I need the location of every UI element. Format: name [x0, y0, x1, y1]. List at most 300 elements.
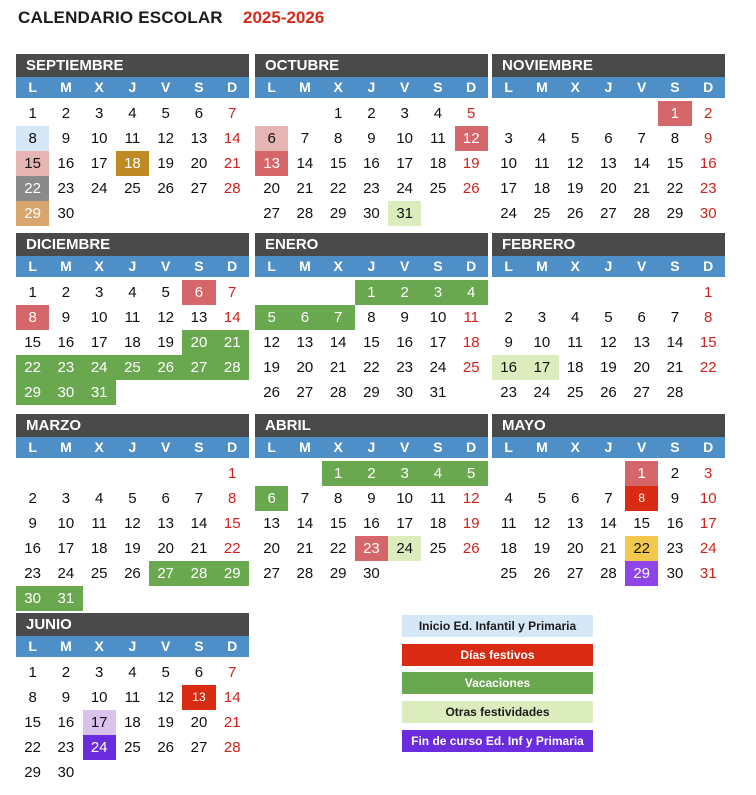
day-cell: 23: [49, 355, 82, 380]
day-cell: 31: [83, 380, 116, 405]
day-cell: 15: [329, 155, 347, 172]
day-cell: 13: [633, 334, 651, 351]
day-cell: 26: [462, 540, 480, 557]
day-grid: [255, 461, 488, 586]
weekday-label: J: [128, 258, 137, 274]
day-cell: 6: [255, 126, 288, 151]
day-cell: 5: [161, 105, 170, 122]
empty-cell: [255, 280, 288, 305]
day-cell: 2: [355, 461, 388, 486]
empty-cell: [288, 280, 321, 305]
weekday-label: X: [94, 638, 104, 654]
day-cell: 17: [90, 155, 108, 172]
day-cell: 8: [333, 490, 343, 507]
empty-cell: [525, 461, 558, 486]
day-cell: 26: [157, 180, 175, 197]
empty-cell: [559, 101, 592, 126]
day-cell: 5: [161, 664, 170, 681]
empty-cell: [492, 280, 525, 305]
day-cell: 22: [16, 176, 49, 201]
day-cell: 4: [128, 284, 137, 301]
day-cell: 1: [28, 105, 37, 122]
day-cell: 4: [570, 309, 580, 326]
day-cell: 26: [263, 384, 280, 401]
day-cell: 6: [637, 309, 646, 326]
day-cell: 14: [633, 155, 651, 172]
day-cell: 29: [16, 201, 49, 226]
weekday-label: L: [504, 439, 513, 455]
day-grid: [255, 101, 488, 226]
day-cell: 16: [363, 515, 380, 532]
day-cell: 23: [24, 565, 41, 582]
day-cell: 17: [396, 155, 414, 172]
day-cell: 9: [28, 515, 37, 532]
day-cell: 27: [600, 205, 617, 222]
empty-cell: [322, 280, 355, 305]
day-cell: 12: [157, 689, 175, 706]
month-name: SEPTIEMBRE: [16, 54, 249, 77]
day-cell: 24: [396, 180, 414, 197]
weekday-label: V: [637, 79, 647, 95]
day-cell: 2: [367, 105, 376, 122]
day-cell: 29: [329, 565, 347, 582]
day-cell: 8: [16, 126, 49, 151]
day-cell: 20: [182, 330, 215, 355]
day-cell: 14: [296, 515, 314, 532]
day-cell: 15: [363, 334, 380, 351]
weekday-label: X: [333, 258, 343, 274]
day-cell: 11: [430, 130, 446, 147]
day-cell: 7: [228, 664, 237, 681]
weekday-label: D: [703, 79, 714, 95]
day-cell: 21: [329, 359, 347, 376]
day-cell: 23: [57, 739, 75, 756]
weekday-label: J: [367, 79, 376, 95]
day-cell: 9: [367, 130, 376, 147]
day-cell: 17: [525, 355, 558, 380]
day-cell: 30: [16, 586, 49, 611]
day-cell: 10: [90, 689, 108, 706]
weekday-label: D: [466, 79, 477, 95]
day-cell: 26: [533, 565, 551, 582]
day-cell: 7: [228, 105, 237, 122]
day-cell: 1: [658, 101, 691, 126]
day-cell: 29: [24, 764, 41, 781]
day-cell: 25: [533, 205, 551, 222]
day-cell: 13: [600, 155, 617, 172]
day-cell: 7: [637, 130, 646, 147]
day-cell: 28: [600, 565, 617, 582]
month-name: ABRIL: [255, 414, 488, 437]
day-cell: 16: [699, 155, 717, 172]
weekday-label: L: [267, 439, 276, 455]
day-cell: 5: [128, 490, 137, 507]
day-cell: 15: [223, 515, 241, 532]
day-cell: 14: [223, 130, 241, 147]
day-cell: 27: [566, 565, 584, 582]
day-cell: 9: [504, 334, 513, 351]
day-cell: 24: [429, 359, 447, 376]
day-cell: 30: [666, 565, 684, 582]
day-cell: 20: [566, 540, 584, 557]
day-cell: 16: [57, 714, 75, 731]
weekday-label: M: [60, 79, 72, 95]
day-cell: 10: [533, 334, 551, 351]
weekday-header: [255, 77, 488, 98]
day-cell: 8: [367, 309, 376, 326]
day-cell: 12: [157, 309, 175, 326]
day-cell: 29: [363, 384, 380, 401]
weekday-label: D: [466, 258, 477, 274]
day-cell: 23: [57, 180, 75, 197]
day-cell: 4: [128, 664, 137, 681]
day-cell: 20: [190, 155, 208, 172]
day-cell: 13: [255, 151, 288, 176]
day-cell: 30: [363, 565, 380, 582]
day-cell: 7: [300, 490, 310, 507]
day-cell: 6: [604, 130, 613, 147]
day-cell: 12: [124, 515, 141, 532]
month-name: NOVIEMBRE: [492, 54, 725, 77]
day-cell: 2: [28, 490, 37, 507]
weekday-label: D: [227, 638, 238, 654]
day-grid: [16, 280, 249, 405]
day-cell: 21: [296, 540, 314, 557]
month-marzo: [16, 414, 249, 611]
weekday-label: L: [28, 79, 37, 95]
day-cell: 14: [223, 689, 241, 706]
weekday-label: J: [128, 638, 137, 654]
weekday-header: [16, 77, 249, 98]
weekday-label: S: [194, 258, 204, 274]
day-cell: 24: [83, 355, 116, 380]
day-cell: 11: [430, 490, 446, 507]
day-cell: 18: [116, 151, 149, 176]
weekday-label: L: [504, 258, 513, 274]
day-cell: 7: [604, 490, 613, 507]
day-cell: 22: [699, 359, 717, 376]
day-cell: 24: [83, 735, 116, 760]
day-cell: 3: [400, 105, 409, 122]
day-cell: 30: [57, 764, 75, 781]
day-cell: 4: [504, 490, 513, 507]
day-cell: 26: [157, 739, 175, 756]
day-cell: 22: [666, 180, 684, 197]
weekday-label: V: [161, 258, 171, 274]
day-cell: 26: [124, 565, 141, 582]
day-cell: 26: [566, 205, 584, 222]
day-cell: 5: [467, 105, 476, 122]
day-cell: 16: [396, 334, 414, 351]
weekday-label: X: [94, 258, 104, 274]
day-cell: 10: [699, 490, 717, 507]
day-cell: 29: [16, 380, 49, 405]
day-cell: 27: [263, 205, 280, 222]
weekday-header: [255, 256, 488, 277]
day-cell: 5: [537, 490, 547, 507]
day-cell: 13: [157, 515, 175, 532]
day-cell: 9: [704, 130, 713, 147]
legend-item: Otras festividades: [402, 701, 593, 723]
weekday-label: D: [703, 439, 714, 455]
day-grid: [492, 280, 725, 405]
day-cell: 11: [124, 309, 141, 326]
day-cell: 1: [355, 280, 388, 305]
empty-cell: [525, 280, 558, 305]
day-cell: 5: [570, 130, 580, 147]
day-cell: 16: [492, 355, 525, 380]
weekday-label: S: [433, 258, 443, 274]
day-cell: 19: [263, 359, 280, 376]
weekday-label: X: [570, 439, 580, 455]
day-cell: 19: [533, 540, 551, 557]
day-cell: 22: [329, 180, 347, 197]
weekday-label: V: [400, 439, 410, 455]
day-cell: 17: [90, 334, 108, 351]
day-cell: 15: [24, 334, 41, 351]
weekday-label: X: [570, 79, 580, 95]
day-cell: 6: [570, 490, 580, 507]
calendar-title: CALENDARIO ESCOLAR: [18, 8, 223, 27]
day-cell: 1: [333, 105, 343, 122]
empty-cell: [559, 280, 592, 305]
day-cell: 25: [90, 565, 108, 582]
day-cell: 3: [504, 130, 513, 147]
day-cell: 4: [128, 105, 137, 122]
weekday-label: S: [670, 79, 680, 95]
month-name: JUNIO: [16, 613, 249, 636]
day-cell: 2: [504, 309, 513, 326]
weekday-label: J: [128, 79, 137, 95]
weekday-label: X: [94, 79, 104, 95]
day-cell: 10: [396, 130, 414, 147]
day-cell: 8: [228, 490, 237, 507]
day-cell: 27: [190, 180, 208, 197]
day-cell: 28: [296, 205, 314, 222]
day-cell: 22: [16, 355, 49, 380]
weekday-label: D: [703, 258, 714, 274]
weekday-label: V: [637, 258, 647, 274]
day-cell: 17: [500, 180, 517, 197]
day-cell: 25: [566, 384, 584, 401]
weekday-label: L: [267, 258, 276, 274]
day-cell: 1: [704, 284, 713, 301]
weekday-label: M: [299, 439, 311, 455]
weekday-label: M: [299, 258, 311, 274]
day-cell: 20: [633, 359, 651, 376]
day-cell: 30: [57, 205, 75, 222]
month-name: ENERO: [255, 233, 488, 256]
day-cell: 18: [566, 359, 584, 376]
legend-item: Fin de curso Ed. Inf y Primaria: [402, 730, 593, 752]
day-cell: 18: [429, 155, 447, 172]
weekday-label: X: [94, 439, 104, 455]
day-cell: 1: [228, 465, 237, 482]
day-cell: 23: [355, 536, 388, 561]
weekday-label: L: [28, 439, 37, 455]
day-cell: 8: [625, 486, 658, 511]
weekday-label: S: [194, 79, 204, 95]
day-cell: 8: [28, 689, 37, 706]
weekday-label: V: [637, 439, 647, 455]
weekday-label: V: [161, 79, 171, 95]
day-cell: 10: [396, 490, 414, 507]
day-cell: 24: [533, 384, 551, 401]
month-enero: [255, 233, 488, 405]
day-cell: 30: [363, 205, 380, 222]
weekday-label: J: [604, 258, 613, 274]
day-cell: 3: [537, 309, 547, 326]
day-cell: 22: [329, 540, 347, 557]
day-cell: 21: [600, 540, 617, 557]
weekday-label: S: [433, 79, 443, 95]
day-cell: 25: [462, 359, 480, 376]
day-cell: 20: [296, 359, 314, 376]
day-cell: 15: [699, 334, 717, 351]
empty-cell: [625, 101, 658, 126]
weekday-label: D: [227, 79, 238, 95]
day-cell: 2: [388, 280, 421, 305]
day-cell: 25: [429, 180, 447, 197]
day-cell: 20: [190, 714, 208, 731]
day-cell: 24: [90, 180, 108, 197]
day-cell: 19: [157, 714, 175, 731]
month-name: FEBRERO: [492, 233, 725, 256]
weekday-label: L: [28, 638, 37, 654]
day-cell: 8: [670, 130, 680, 147]
month-mayo: [492, 414, 725, 586]
month-name: MAYO: [492, 414, 725, 437]
weekday-label: M: [60, 638, 72, 654]
day-cell: 21: [666, 359, 684, 376]
school-year: 2025-2026: [243, 8, 325, 27]
weekday-header: [16, 636, 249, 657]
day-cell: 17: [699, 515, 717, 532]
day-cell: 4: [421, 461, 454, 486]
weekday-label: S: [194, 439, 204, 455]
day-cell: 2: [61, 105, 71, 122]
day-cell: 20: [263, 180, 280, 197]
weekday-label: V: [400, 79, 410, 95]
weekday-label: M: [60, 258, 72, 274]
weekday-label: X: [333, 439, 343, 455]
day-cell: 28: [329, 384, 347, 401]
weekday-label: D: [227, 439, 238, 455]
day-cell: 10: [90, 309, 108, 326]
weekday-header: [16, 437, 249, 458]
day-cell: 31: [49, 586, 82, 611]
day-cell: 3: [421, 280, 454, 305]
weekday-label: M: [60, 439, 72, 455]
empty-cell: [49, 461, 82, 486]
legend-item: Días festivos: [402, 644, 593, 666]
day-cell: 7: [228, 284, 237, 301]
day-cell: 11: [463, 309, 480, 326]
day-cell: 7: [670, 309, 680, 326]
day-grid: [255, 280, 488, 405]
day-cell: 25: [429, 540, 447, 557]
day-cell: 15: [329, 515, 347, 532]
day-cell: 13: [263, 515, 280, 532]
month-septiembre: [16, 54, 249, 226]
day-cell: 19: [157, 155, 175, 172]
day-cell: 21: [190, 540, 208, 557]
day-cell: 9: [367, 490, 376, 507]
day-cell: 6: [161, 490, 170, 507]
day-cell: 12: [566, 155, 584, 172]
empty-cell: [255, 461, 288, 486]
day-cell: 4: [433, 105, 443, 122]
day-cell: 5: [255, 305, 288, 330]
day-cell: 13: [190, 309, 208, 326]
day-cell: 3: [61, 490, 71, 507]
day-cell: 17: [396, 515, 414, 532]
day-cell: 7: [322, 305, 355, 330]
day-cell: 12: [263, 334, 280, 351]
day-cell: 28: [223, 180, 241, 197]
day-cell: 19: [124, 540, 141, 557]
empty-cell: [525, 101, 558, 126]
day-cell: 5: [455, 461, 488, 486]
weekday-label: J: [604, 79, 613, 95]
day-cell: 3: [704, 465, 713, 482]
day-cell: 25: [116, 355, 149, 380]
day-cell: 16: [57, 155, 75, 172]
weekday-label: M: [536, 439, 548, 455]
day-cell: 27: [263, 565, 280, 582]
empty-cell: [492, 461, 525, 486]
day-cell: 26: [462, 180, 480, 197]
day-cell: 27: [296, 384, 314, 401]
day-cell: 14: [666, 334, 684, 351]
weekday-label: J: [367, 258, 376, 274]
weekday-label: S: [670, 258, 680, 274]
day-cell: 28: [223, 739, 241, 756]
day-cell: 9: [400, 309, 409, 326]
empty-cell: [288, 461, 321, 486]
day-cell: 18: [90, 540, 108, 557]
day-cell: 27: [182, 355, 215, 380]
day-cell: 28: [216, 355, 249, 380]
day-cell: 1: [28, 284, 37, 301]
weekday-label: S: [670, 439, 680, 455]
day-cell: 11: [500, 515, 517, 532]
day-cell: 20: [263, 540, 280, 557]
day-cell: 15: [666, 155, 684, 172]
weekday-label: V: [161, 638, 171, 654]
day-cell: 24: [500, 205, 517, 222]
day-cell: 6: [194, 105, 204, 122]
empty-cell: [255, 101, 288, 126]
day-cell: 16: [57, 334, 75, 351]
day-grid: [492, 101, 725, 226]
day-cell: 16: [24, 540, 41, 557]
weekday-label: J: [367, 439, 376, 455]
day-grid: [492, 461, 725, 586]
day-cell: 29: [216, 561, 249, 586]
empty-cell: [182, 461, 215, 486]
day-cell: 9: [670, 490, 680, 507]
weekday-label: X: [570, 258, 580, 274]
day-cell: 21: [296, 180, 314, 197]
day-cell: 8: [333, 130, 343, 147]
day-cell: 23: [396, 359, 414, 376]
day-cell: 26: [600, 384, 617, 401]
day-cell: 23: [699, 180, 717, 197]
day-cell: 27: [149, 561, 182, 586]
day-cell: 12: [455, 126, 488, 151]
weekday-label: D: [466, 439, 477, 455]
